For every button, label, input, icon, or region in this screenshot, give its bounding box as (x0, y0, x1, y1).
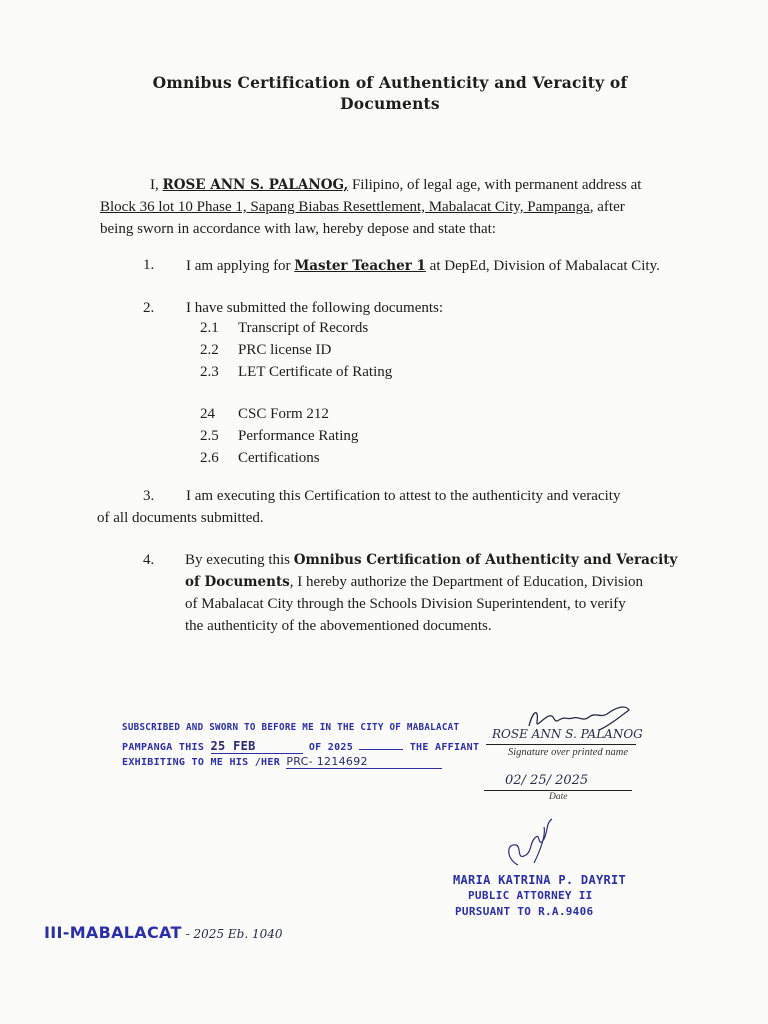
item-2-number: 2. (143, 300, 155, 316)
notary-signature-icon (500, 815, 564, 875)
item-2-text: I have submitted the following documents: (186, 300, 444, 316)
intro-line-1: I, ROSE ANN S. PALANOG, Filipino, of legal age, with permanent address at (150, 177, 642, 193)
jurat-line-3: EXHIBITING TO ME HIS /HER PRC- 1214692 (122, 755, 442, 769)
document-title (100, 72, 680, 114)
jurat-line-1: SUBSCRIBED AND SWORN TO BEFORE ME IN THE CITY OF MABALACAT (122, 722, 460, 733)
affiant-printed-name: ROSE ANN S. PALANOG (492, 727, 643, 741)
item-3-number: 3. (143, 488, 155, 504)
signature-line (486, 744, 636, 745)
date-line (484, 790, 632, 791)
item-4-line-3: of Mabalacat City through the Schools Division Superintendent, to verify (185, 596, 626, 612)
permanent-address: Block 36 lot 10 Phase 1, Sapang Biabas Resettlement, Mabalacat City, Pampanga (100, 199, 590, 215)
affiant-date-handwritten: 02/ 25/ 2025 (505, 773, 589, 788)
item-1-text: I am applying for Master Teacher 1 at DepEd, Division of Mabalacat City. (186, 258, 660, 274)
notary-title: PUBLIC ATTORNEY II (468, 889, 593, 902)
date-caption: Date (549, 792, 568, 802)
jurat-date-handwritten: 25 FEB (211, 739, 303, 754)
document-page: Omnibus Certification of Authenticity and Veracity of Documents I, ROSE ANN S. PALANOG, Filipino, of legal age, with permanent address at Block 36 lot 10 Phase 1, Sapang Biabas Resettlement, Mabalacat City, Pampanga, after being sworn in accordance with law, hereby depose and state that: 1. I am applying for Master Teacher 1 at DepEd, Division of Mabalacat City. 2. I have submitted the following documents: 2.1 Transcript of Records 2.2 PRC license ID 2.3 LET Certificate of Rating 24 CSC Form 212 2.5 Performance Rating 2.6 Certifications 3. I am executing this Certification to attest to the authenticity and veracity of all documents submitted. 4. By executing this Omnibus Certification of Authenticity and Veracity of Documents, I hereby authorize the Department of Education, Division of Mabalacat City through the Schools Division Superintendent, to verify the authenticity of the abovementioned documents. SUBSCRIBED AND SWORN TO BEFORE ME IN THE CITY OF MABALACAT PAMPANGA THIS 25 FEB OF 2025 THE AFFIANT EXHIBITING TO ME HIS /HER PRC- 1214692 ROSE ANN S. PALANOG Signature over printed name 02/ 25/ 2025 Date MARIA KATRINA P. DAYRIT PUBLIC ATTORNEY II PURSUANT TO R.A.9406 III-MABALACAT - 2025 Eb. 1040 (0, 0, 768, 1024)
affiant-name: ROSE ANN S. PALANOG, (162, 177, 349, 193)
title-line-2: Documents (340, 94, 440, 113)
jurat-blank-line (359, 749, 403, 750)
jurat-id-handwritten: PRC- 1214692 (286, 755, 442, 769)
title-line-1: Omnibus Certification of Authenticity and Veracity of (152, 73, 628, 92)
signature-caption: Signature over printed name (508, 747, 629, 758)
registry-office: III-MABALACAT (44, 923, 182, 942)
notary-name: MARIA KATRINA P. DAYRIT (453, 873, 627, 887)
item-4-line-4: the authenticity of the abovementioned documents. (185, 618, 492, 634)
item-3-line-2: of all documents submitted. (97, 510, 264, 526)
position-applied: Master Teacher 1 (294, 258, 426, 274)
item-4-line-2: of Documents, I hereby authorize the Department of Education, Division (185, 574, 644, 590)
registry-number-handwritten: - 2025 Eb. 1040 (185, 927, 283, 941)
item-4-line-1: By executing this Omnibus Certification of Authenticity and Veracity (185, 552, 678, 568)
jurat-line-2: PAMPANGA THIS 25 FEB OF 2025 THE AFFIANT (122, 739, 480, 753)
registry-stamp (44, 923, 283, 943)
intro-line-2: Block 36 lot 10 Phase 1, Sapang Biabas Resettlement, Mabalacat City, Pampanga, after (100, 199, 625, 215)
item-4-number: 4. (143, 552, 155, 568)
notary-basis: PURSUANT TO R.A.9406 (455, 905, 594, 918)
item-1-number: 1. (143, 257, 155, 273)
intro-line-3: being sworn in accordance with law, hereby depose and state that: (100, 221, 496, 237)
item-3-line-1: I am executing this Certification to attest to the authenticity and veracity (186, 488, 621, 504)
